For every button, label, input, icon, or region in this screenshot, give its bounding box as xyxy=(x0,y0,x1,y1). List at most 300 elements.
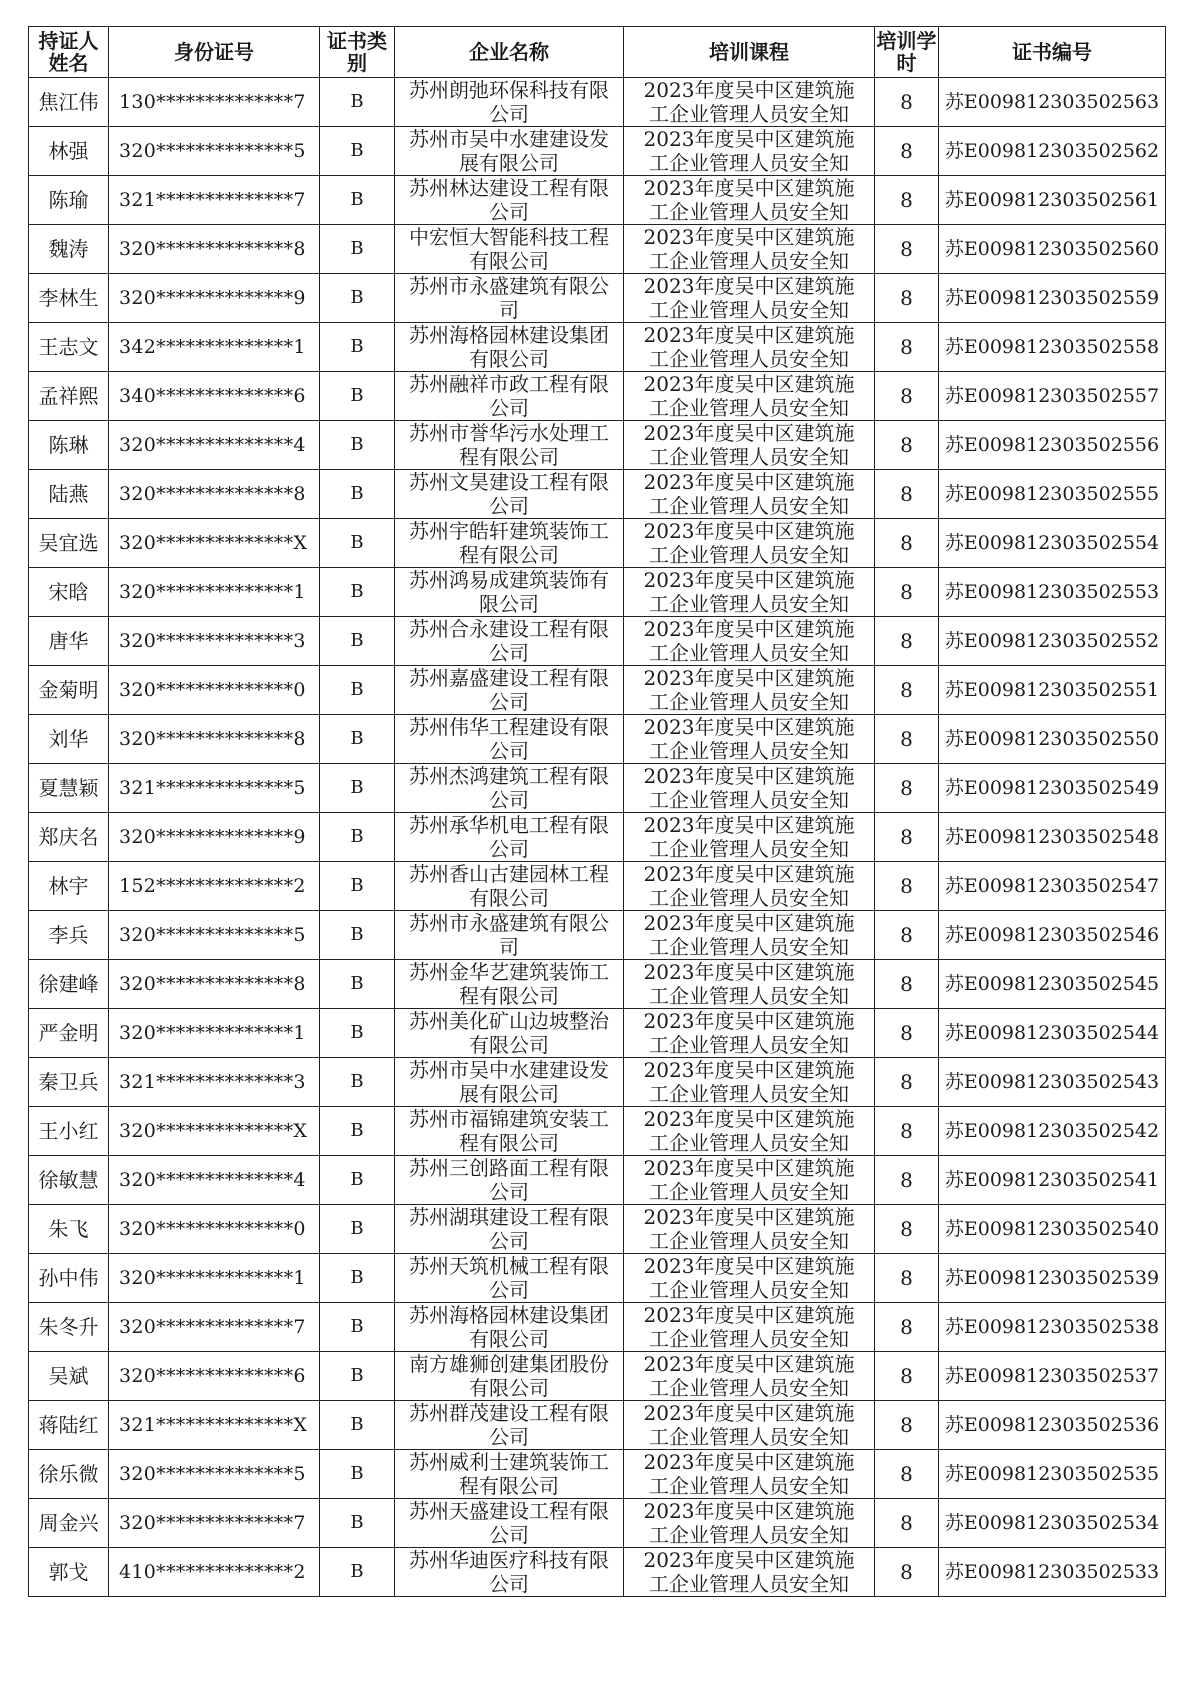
cell-hours: 8 xyxy=(875,666,939,715)
cell-id-number: 320**************8 xyxy=(109,715,320,764)
cell-course-text: 2023年度吴中区建筑施工企业管理人员安全知 xyxy=(643,224,855,273)
cell-id-number: 320**************6 xyxy=(109,1352,320,1401)
cell-company-text: 苏州威利士建筑装饰工程有限公司 xyxy=(409,1449,609,1498)
cell-company-text: 苏州市永盛建筑有限公司 xyxy=(409,910,609,959)
cell-cert-number: 苏E009812303502563 xyxy=(939,78,1166,127)
table-row xyxy=(29,1009,1166,1058)
table-row xyxy=(29,1303,1166,1352)
cell-id-number: 320**************X xyxy=(109,519,320,568)
cell-hours: 8 xyxy=(875,764,939,813)
cell-cert-type: B xyxy=(320,1058,395,1107)
cell-id-number: 320**************0 xyxy=(109,666,320,715)
cell-company-text: 苏州市永盛建筑有限公司 xyxy=(409,273,609,322)
cell-course-text: 2023年度吴中区建筑施工企业管理人员安全知 xyxy=(643,273,855,322)
cell-cert-type: B xyxy=(320,1009,395,1058)
cell-course-text: 2023年度吴中区建筑施工企业管理人员安全知 xyxy=(643,861,855,910)
table-row xyxy=(29,1205,1166,1254)
cell-cert-type: B xyxy=(320,78,395,127)
table-row xyxy=(29,1499,1166,1548)
cell-name: 孙中伟 xyxy=(29,1254,109,1303)
cell-company-text: 苏州海格园林建设集团有限公司 xyxy=(409,322,609,371)
cell-cert-number: 苏E009812303502534 xyxy=(939,1499,1166,1548)
cell-hours: 8 xyxy=(875,78,939,127)
cell-company xyxy=(395,1352,624,1401)
table-row xyxy=(29,274,1166,323)
table-row xyxy=(29,666,1166,715)
cell-cert-type: B xyxy=(320,1450,395,1499)
cell-name: 李兵 xyxy=(29,911,109,960)
cell-name: 陆燕 xyxy=(29,470,109,519)
cell-cert-number: 苏E009812303502553 xyxy=(939,568,1166,617)
cell-hours: 8 xyxy=(875,1401,939,1450)
cell-hours: 8 xyxy=(875,176,939,225)
cell-id-number: 130**************7 xyxy=(109,78,320,127)
cell-company-text: 苏州湖琪建设工程有限公司 xyxy=(409,1204,609,1253)
cell-hours: 8 xyxy=(875,862,939,911)
cell-company-text: 苏州天筑机械工程有限公司 xyxy=(409,1253,609,1302)
cell-company xyxy=(395,1401,624,1450)
cell-cert-number: 苏E009812303502548 xyxy=(939,813,1166,862)
cell-course xyxy=(624,813,875,862)
cell-cert-type: B xyxy=(320,862,395,911)
cell-course xyxy=(624,1205,875,1254)
cell-hours: 8 xyxy=(875,1352,939,1401)
cell-cert-type: B xyxy=(320,274,395,323)
cell-name: 蒋陆红 xyxy=(29,1401,109,1450)
cell-cert-number: 苏E009812303502559 xyxy=(939,274,1166,323)
cell-course-text: 2023年度吴中区建筑施工企业管理人员安全知 xyxy=(643,1057,855,1106)
cell-id-number: 320**************5 xyxy=(109,911,320,960)
cell-id-number: 320**************0 xyxy=(109,1205,320,1254)
cell-company-text: 苏州融祥市政工程有限公司 xyxy=(409,371,609,420)
cell-company xyxy=(395,568,624,617)
cell-company xyxy=(395,372,624,421)
cell-id-number: 320**************8 xyxy=(109,470,320,519)
cell-company-text: 苏州三创路面工程有限公司 xyxy=(409,1155,609,1204)
cell-company-text: 苏州市福锦建筑安装工程有限公司 xyxy=(409,1106,609,1155)
cell-cert-type: B xyxy=(320,372,395,421)
cell-cert-type: B xyxy=(320,1205,395,1254)
cell-name: 吴宜选 xyxy=(29,519,109,568)
cell-company-text: 苏州嘉盛建设工程有限公司 xyxy=(409,665,609,714)
cell-course xyxy=(624,862,875,911)
cell-cert-number: 苏E009812303502554 xyxy=(939,519,1166,568)
cell-cert-type: B xyxy=(320,127,395,176)
cell-cert-number: 苏E009812303502536 xyxy=(939,1401,1166,1450)
cell-hours: 8 xyxy=(875,1450,939,1499)
cell-company-text: 苏州市吴中水建建设发展有限公司 xyxy=(409,126,609,175)
cell-company-text: 中宏恒大智能科技工程有限公司 xyxy=(409,224,609,273)
cell-hours: 8 xyxy=(875,813,939,862)
cell-company xyxy=(395,1548,624,1597)
cell-cert-number: 苏E009812303502540 xyxy=(939,1205,1166,1254)
cell-cert-number: 苏E009812303502560 xyxy=(939,225,1166,274)
cell-cert-type: B xyxy=(320,1352,395,1401)
cell-course xyxy=(624,421,875,470)
cell-name: 唐华 xyxy=(29,617,109,666)
cell-hours: 8 xyxy=(875,225,939,274)
cell-company-text: 苏州承华机电工程有限公司 xyxy=(409,812,609,861)
cell-course-text: 2023年度吴中区建筑施工企业管理人员安全知 xyxy=(643,1008,855,1057)
cell-company xyxy=(395,470,624,519)
table-row xyxy=(29,617,1166,666)
cell-name: 徐敏慧 xyxy=(29,1156,109,1205)
cell-name: 陈琳 xyxy=(29,421,109,470)
table-row xyxy=(29,1254,1166,1303)
table-row xyxy=(29,225,1166,274)
certificate-table xyxy=(28,26,1166,1597)
table-row xyxy=(29,470,1166,519)
cell-course xyxy=(624,1352,875,1401)
cell-course xyxy=(624,1254,875,1303)
cell-hours: 8 xyxy=(875,1254,939,1303)
cell-course xyxy=(624,1548,875,1597)
cell-course xyxy=(624,1107,875,1156)
cell-id-number: 320**************4 xyxy=(109,421,320,470)
cell-hours: 8 xyxy=(875,911,939,960)
cell-cert-type: B xyxy=(320,1548,395,1597)
cell-cert-number: 苏E009812303502537 xyxy=(939,1352,1166,1401)
cell-course-text: 2023年度吴中区建筑施工企业管理人员安全知 xyxy=(643,420,855,469)
cell-course-text: 2023年度吴中区建筑施工企业管理人员安全知 xyxy=(643,1106,855,1155)
cell-name: 林强 xyxy=(29,127,109,176)
cell-cert-type: B xyxy=(320,225,395,274)
table-row xyxy=(29,960,1166,1009)
cell-hours: 8 xyxy=(875,519,939,568)
cell-hours: 8 xyxy=(875,1499,939,1548)
cell-company-text: 苏州宇皓轩建筑装饰工程有限公司 xyxy=(409,518,609,567)
cell-course-text: 2023年度吴中区建筑施工企业管理人员安全知 xyxy=(643,714,855,763)
cell-course xyxy=(624,666,875,715)
cell-cert-number: 苏E009812303502542 xyxy=(939,1107,1166,1156)
cell-course xyxy=(624,1058,875,1107)
cell-name: 朱飞 xyxy=(29,1205,109,1254)
table-row xyxy=(29,764,1166,813)
cell-course xyxy=(624,1499,875,1548)
cell-course-text: 2023年度吴中区建筑施工企业管理人员安全知 xyxy=(643,567,855,616)
cell-company xyxy=(395,666,624,715)
cell-cert-number: 苏E009812303502544 xyxy=(939,1009,1166,1058)
table-row xyxy=(29,1058,1166,1107)
cell-company-text: 苏州市吴中水建建设发展有限公司 xyxy=(409,1057,609,1106)
cell-name: 夏慧颖 xyxy=(29,764,109,813)
cell-course xyxy=(624,225,875,274)
cell-cert-type: B xyxy=(320,421,395,470)
cell-course xyxy=(624,470,875,519)
cell-cert-type: B xyxy=(320,715,395,764)
cell-cert-type: B xyxy=(320,1107,395,1156)
cell-course-text: 2023年度吴中区建筑施工企业管理人员安全知 xyxy=(643,469,855,518)
cell-course xyxy=(624,568,875,617)
cell-cert-number: 苏E009812303502541 xyxy=(939,1156,1166,1205)
cell-course xyxy=(624,1450,875,1499)
cell-company-text: 苏州朗弛环保科技有限公司 xyxy=(409,77,609,126)
cell-company xyxy=(395,78,624,127)
cell-id-number: 320**************7 xyxy=(109,1499,320,1548)
table-row xyxy=(29,1401,1166,1450)
cell-id-number: 321**************3 xyxy=(109,1058,320,1107)
table-row xyxy=(29,127,1166,176)
cell-name: 周金兴 xyxy=(29,1499,109,1548)
cell-cert-number: 苏E009812303502558 xyxy=(939,323,1166,372)
cell-id-number: 320**************1 xyxy=(109,1009,320,1058)
cell-hours: 8 xyxy=(875,127,939,176)
cell-cert-number: 苏E009812303502535 xyxy=(939,1450,1166,1499)
cell-name: 金菊明 xyxy=(29,666,109,715)
cell-id-number: 320**************1 xyxy=(109,1254,320,1303)
cell-course xyxy=(624,1401,875,1450)
cell-hours: 8 xyxy=(875,1548,939,1597)
cell-hours: 8 xyxy=(875,372,939,421)
cell-course-text: 2023年度吴中区建筑施工企业管理人员安全知 xyxy=(643,763,855,812)
table-row xyxy=(29,421,1166,470)
cell-course-text: 2023年度吴中区建筑施工企业管理人员安全知 xyxy=(643,812,855,861)
cell-course-text: 2023年度吴中区建筑施工企业管理人员安全知 xyxy=(643,665,855,714)
cell-name: 刘华 xyxy=(29,715,109,764)
cell-company-text: 苏州文昊建设工程有限公司 xyxy=(409,469,609,518)
cell-cert-number: 苏E009812303502550 xyxy=(939,715,1166,764)
cell-cert-type: B xyxy=(320,617,395,666)
table-row xyxy=(29,1156,1166,1205)
cell-cert-number: 苏E009812303502547 xyxy=(939,862,1166,911)
cell-name: 朱冬升 xyxy=(29,1303,109,1352)
cell-hours: 8 xyxy=(875,715,939,764)
cell-id-number: 320**************3 xyxy=(109,617,320,666)
cell-cert-number: 苏E009812303502533 xyxy=(939,1548,1166,1597)
cell-id-number: 152**************2 xyxy=(109,862,320,911)
cell-id-number: 342**************1 xyxy=(109,323,320,372)
cell-company xyxy=(395,715,624,764)
cell-hours: 8 xyxy=(875,470,939,519)
table-row xyxy=(29,1548,1166,1597)
cell-course xyxy=(624,127,875,176)
cell-company xyxy=(395,1450,624,1499)
cell-name: 严金明 xyxy=(29,1009,109,1058)
cell-cert-number: 苏E009812303502551 xyxy=(939,666,1166,715)
cell-cert-number: 苏E009812303502549 xyxy=(939,764,1166,813)
cell-course-text: 2023年度吴中区建筑施工企业管理人员安全知 xyxy=(643,1400,855,1449)
cell-company-text: 苏州天盛建设工程有限公司 xyxy=(409,1498,609,1547)
table-row xyxy=(29,372,1166,421)
cell-company-text: 南方雄狮创建集团股份有限公司 xyxy=(409,1351,609,1400)
cell-course-text: 2023年度吴中区建筑施工企业管理人员安全知 xyxy=(643,959,855,1008)
cell-id-number: 320**************7 xyxy=(109,1303,320,1352)
cell-course xyxy=(624,1009,875,1058)
cell-hours: 8 xyxy=(875,1107,939,1156)
cell-course-text: 2023年度吴中区建筑施工企业管理人员安全知 xyxy=(643,1547,855,1596)
cell-cert-type: B xyxy=(320,1303,395,1352)
cell-id-number: 320**************5 xyxy=(109,127,320,176)
cell-hours: 8 xyxy=(875,1058,939,1107)
table-row xyxy=(29,519,1166,568)
cell-course-text: 2023年度吴中区建筑施工企业管理人员安全知 xyxy=(643,1302,855,1351)
table-row xyxy=(29,78,1166,127)
cell-cert-number: 苏E009812303502557 xyxy=(939,372,1166,421)
cell-hours: 8 xyxy=(875,1156,939,1205)
cell-company xyxy=(395,1254,624,1303)
cell-course xyxy=(624,1303,875,1352)
cell-course xyxy=(624,372,875,421)
cell-company-text: 苏州伟华工程建设有限公司 xyxy=(409,714,609,763)
cell-company xyxy=(395,274,624,323)
cell-hours: 8 xyxy=(875,960,939,1009)
cell-company xyxy=(395,764,624,813)
cell-hours: 8 xyxy=(875,421,939,470)
cell-id-number: 321**************5 xyxy=(109,764,320,813)
cell-company xyxy=(395,421,624,470)
cell-cert-type: B xyxy=(320,911,395,960)
cell-course xyxy=(624,274,875,323)
cell-id-number: 320**************9 xyxy=(109,813,320,862)
cell-course xyxy=(624,764,875,813)
cell-course-text: 2023年度吴中区建筑施工企业管理人员安全知 xyxy=(643,175,855,224)
header-cert-type: 证书类别 xyxy=(320,27,395,78)
cell-id-number: 320**************1 xyxy=(109,568,320,617)
cell-name: 宋晗 xyxy=(29,568,109,617)
cell-company xyxy=(395,1205,624,1254)
table-body xyxy=(29,78,1166,1597)
cell-name: 吴斌 xyxy=(29,1352,109,1401)
cell-hours: 8 xyxy=(875,323,939,372)
cell-company-text: 苏州鸿易成建筑装饰有限公司 xyxy=(409,567,609,616)
cell-company xyxy=(395,1058,624,1107)
table-row xyxy=(29,568,1166,617)
cell-hours: 8 xyxy=(875,568,939,617)
cell-company-text: 苏州群茂建设工程有限公司 xyxy=(409,1400,609,1449)
cell-course-text: 2023年度吴中区建筑施工企业管理人员安全知 xyxy=(643,1253,855,1302)
cell-course xyxy=(624,617,875,666)
cell-cert-number: 苏E009812303502545 xyxy=(939,960,1166,1009)
cell-course xyxy=(624,911,875,960)
cell-hours: 8 xyxy=(875,1303,939,1352)
cell-hours: 8 xyxy=(875,1009,939,1058)
cell-name: 焦江伟 xyxy=(29,78,109,127)
cell-company xyxy=(395,617,624,666)
cell-company xyxy=(395,1009,624,1058)
cell-company xyxy=(395,862,624,911)
header-hours: 培训学时 xyxy=(875,27,939,78)
cell-course xyxy=(624,1156,875,1205)
cell-hours: 8 xyxy=(875,1205,939,1254)
cell-cert-type: B xyxy=(320,176,395,225)
cell-cert-type: B xyxy=(320,1254,395,1303)
table-row xyxy=(29,1352,1166,1401)
table-row xyxy=(29,323,1166,372)
cell-course-text: 2023年度吴中区建筑施工企业管理人员安全知 xyxy=(643,371,855,420)
cell-cert-type: B xyxy=(320,470,395,519)
cell-company xyxy=(395,911,624,960)
cell-company xyxy=(395,1499,624,1548)
cell-company-text: 苏州华迪医疗科技有限公司 xyxy=(409,1547,609,1596)
table-row xyxy=(29,715,1166,764)
cell-company xyxy=(395,960,624,1009)
cell-name: 陈瑜 xyxy=(29,176,109,225)
cell-company xyxy=(395,225,624,274)
cell-id-number: 320**************4 xyxy=(109,1156,320,1205)
cell-hours: 8 xyxy=(875,617,939,666)
cell-company-text: 苏州美化矿山边坡整治有限公司 xyxy=(409,1008,609,1057)
cell-id-number: 320**************9 xyxy=(109,274,320,323)
cell-company xyxy=(395,1107,624,1156)
cell-cert-type: B xyxy=(320,1156,395,1205)
cell-company-text: 苏州市誉华污水处理工程有限公司 xyxy=(409,420,609,469)
cell-course-text: 2023年度吴中区建筑施工企业管理人员安全知 xyxy=(643,1498,855,1547)
header-course: 培训课程 xyxy=(624,27,875,78)
cell-name: 王小红 xyxy=(29,1107,109,1156)
cell-cert-number: 苏E009812303502539 xyxy=(939,1254,1166,1303)
cell-course-text: 2023年度吴中区建筑施工企业管理人员安全知 xyxy=(643,1351,855,1400)
cell-course xyxy=(624,78,875,127)
cell-id-number: 410**************2 xyxy=(109,1548,320,1597)
cell-cert-type: B xyxy=(320,323,395,372)
cell-cert-type: B xyxy=(320,1499,395,1548)
header-id: 身份证号 xyxy=(109,27,320,78)
cell-id-number: 320**************5 xyxy=(109,1450,320,1499)
cell-course-text: 2023年度吴中区建筑施工企业管理人员安全知 xyxy=(643,1204,855,1253)
cell-company xyxy=(395,813,624,862)
cell-course-text: 2023年度吴中区建筑施工企业管理人员安全知 xyxy=(643,126,855,175)
cell-id-number: 320**************8 xyxy=(109,225,320,274)
cell-cert-type: B xyxy=(320,519,395,568)
cell-company-text: 苏州海格园林建设集团有限公司 xyxy=(409,1302,609,1351)
cell-company-text: 苏州香山古建园林工程有限公司 xyxy=(409,861,609,910)
cell-cert-type: B xyxy=(320,1401,395,1450)
cell-course xyxy=(624,519,875,568)
cell-course xyxy=(624,176,875,225)
cell-company-text: 苏州杰鸿建筑工程有限公司 xyxy=(409,763,609,812)
cell-cert-type: B xyxy=(320,764,395,813)
table-row xyxy=(29,1450,1166,1499)
cell-company-text: 苏州林达建设工程有限公司 xyxy=(409,175,609,224)
cell-company xyxy=(395,176,624,225)
cell-name: 李林生 xyxy=(29,274,109,323)
cell-cert-number: 苏E009812303502562 xyxy=(939,127,1166,176)
header-name: 持证人姓名 xyxy=(29,27,109,78)
cell-cert-type: B xyxy=(320,960,395,1009)
table-row xyxy=(29,1107,1166,1156)
cell-course-text: 2023年度吴中区建筑施工企业管理人员安全知 xyxy=(643,1155,855,1204)
cell-cert-type: B xyxy=(320,813,395,862)
cell-course-text: 2023年度吴中区建筑施工企业管理人员安全知 xyxy=(643,77,855,126)
cell-company-text: 苏州合永建设工程有限公司 xyxy=(409,616,609,665)
cell-course-text: 2023年度吴中区建筑施工企业管理人员安全知 xyxy=(643,518,855,567)
cell-cert-type: B xyxy=(320,568,395,617)
cell-course-text: 2023年度吴中区建筑施工企业管理人员安全知 xyxy=(643,616,855,665)
cell-name: 郑庆名 xyxy=(29,813,109,862)
cell-company-text: 苏州金华艺建筑装饰工程有限公司 xyxy=(409,959,609,1008)
cell-name: 郭戈 xyxy=(29,1548,109,1597)
cell-hours: 8 xyxy=(875,274,939,323)
cell-cert-number: 苏E009812303502555 xyxy=(939,470,1166,519)
cell-name: 徐乐微 xyxy=(29,1450,109,1499)
cell-company xyxy=(395,127,624,176)
table-header xyxy=(29,27,1166,78)
cell-cert-number: 苏E009812303502552 xyxy=(939,617,1166,666)
table-row xyxy=(29,862,1166,911)
cell-id-number: 320**************8 xyxy=(109,960,320,1009)
header-company: 企业名称 xyxy=(395,27,624,78)
cell-course xyxy=(624,715,875,764)
cell-company xyxy=(395,323,624,372)
cell-id-number: 321**************7 xyxy=(109,176,320,225)
cell-company xyxy=(395,1156,624,1205)
cell-course xyxy=(624,323,875,372)
cell-course-text: 2023年度吴中区建筑施工企业管理人员安全知 xyxy=(643,1449,855,1498)
cell-id-number: 340**************6 xyxy=(109,372,320,421)
cell-name: 秦卫兵 xyxy=(29,1058,109,1107)
cell-company xyxy=(395,519,624,568)
cell-id-number: 321**************X xyxy=(109,1401,320,1450)
